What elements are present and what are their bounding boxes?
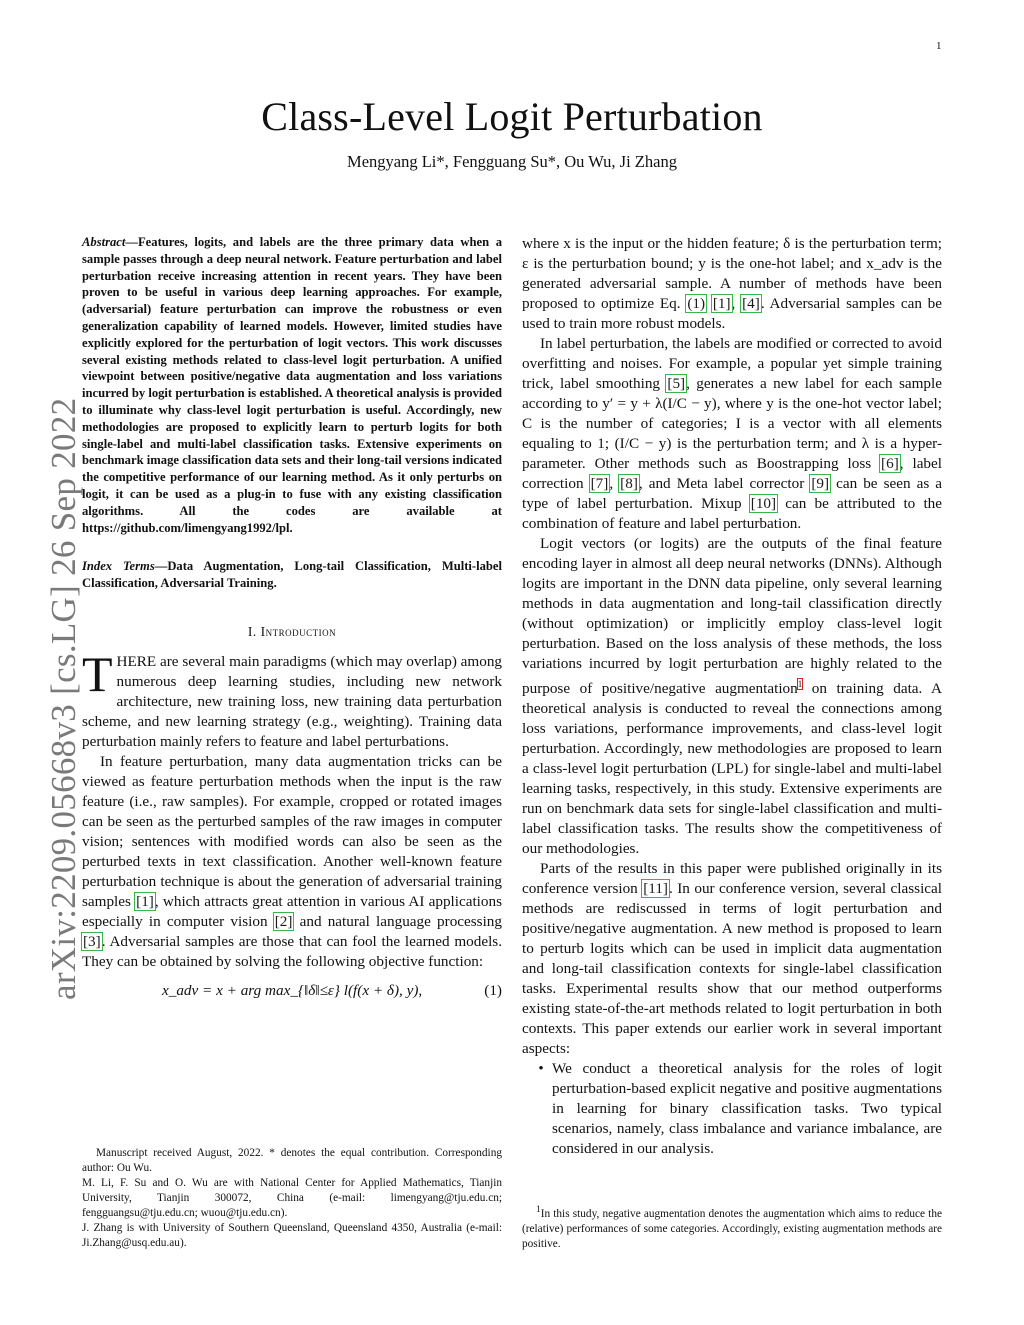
right-p2-text-a: In label perturbation, the labels are modified or corrected to avoid overfitting and noises. For example, a popular yet simple training trick, label smoothing bbox=[522, 335, 942, 392]
index-terms-text: —Data Augmentation, Long-tail Classification, Multi-label Classification, Adversarial Training. bbox=[82, 559, 502, 591]
contribution-bullet bbox=[522, 1059, 942, 1159]
abstract-text: —Features, logits, and labels are the three primary data when a sample passes through a deep neural network. Feature perturbation and label perturbation receive increasing attention in recent years. They have been proven to be useful in various deep learning approaches. For example, (adversarial) feature perturbation can improve the robustness or even generalization capability of learned models. However, limited studies have explicitly explored for the perturbation of logit vectors. This work discusses several existing methods related to class-level logit perturbation. A unified viewpoint between positive/negative data augmentation and loss variations incurred by logit perturbation is established. A theoretical analysis is provided to illuminate why class-level logit perturbation is useful. Accordingly, new methodologies are proposed to explicitly learn to perturb logits for both single-label and multi-label classification tasks. Extensive experiments on benchmark image classification data sets and their long-tail versions indicated the competitive performance of our learning method. As it only perturbs on logit, it can be used as a plug-in to fuse with any existing classification algorithms. All the codes are available at https://github.com/limengyang1992/lpl. bbox=[82, 235, 502, 535]
right-footnote bbox=[522, 1203, 942, 1252]
footnote-manuscript: Manuscript received August, 2022. * denotes the equal contribution. Corresponding author: Ou Wu. bbox=[82, 1147, 502, 1174]
citation-link[interactable]: [8] bbox=[620, 475, 638, 492]
citation-link[interactable]: [9] bbox=[811, 475, 830, 492]
citation-link[interactable]: [2] bbox=[274, 912, 293, 930]
left-column bbox=[82, 234, 502, 1036]
right-p2-text-g: can be attributed to the combination of feature and label perturbation. bbox=[522, 495, 943, 532]
paper-authors: Mengyang Li*, Fengguang Su*, Ou Wu, Ji Zhang bbox=[347, 152, 677, 171]
footnote-affiliation-1: M. Li, F. Su and O. Wu are with National Center for Applied Mathematics, Tianjin University, Tianjin 300072, China (e-mail: limengyang@tju.edu.cn; fengguangsu@tju.edu.cn; wuou@tju.edu.cn). bbox=[82, 1177, 502, 1219]
footnote-text: In this study, negative augmentation denotes the augmentation which aims to reduce the (relative) performances of some categories. Accordingly, existing augmentation methods are positive. bbox=[522, 1207, 942, 1250]
page-number: 1 bbox=[936, 40, 942, 52]
footnote-affiliation-2: J. Zhang is with University of Southern Queensland, Queensland 4350, Australia (e-mail: Ji.Zhang@usq.edu.au). bbox=[82, 1222, 502, 1249]
arxiv-stamp: arXiv:2209.05668v3 [cs.LG] 26 Sep 2022 bbox=[44, 397, 83, 1000]
intro-paragraph-1 bbox=[82, 645, 503, 752]
right-p2-text-c: , label correction bbox=[522, 455, 942, 492]
intro-p2-text-c: and natural language processing bbox=[293, 912, 502, 930]
left-footnotes bbox=[82, 1146, 502, 1251]
right-p4-text-b: . In our conference version, several classical methods are rediscussed in terms of logit perturbation and positive/negative augmentation. A new method is proposed to learn to perturb logits which can be used in implicit data augmentation and long-tail classification contexts for single-label classification tasks. Experimental results show that our method outperforms existing state-of-the-art methods related to logit perturbation in both contexts. This paper extends our earlier work in several important aspects: bbox=[522, 880, 942, 1058]
right-p2-text-f: can be seen as a type of label perturbation. Mixup bbox=[522, 475, 943, 512]
index-terms-label: Index Terms bbox=[82, 559, 155, 574]
citation-link[interactable]: [1] bbox=[136, 892, 154, 910]
abstract bbox=[82, 234, 502, 536]
intro-p2-text-b: , which attracts great attention in various AI applications especially in computer vision bbox=[82, 892, 502, 930]
citation-link[interactable]: [5] bbox=[667, 375, 686, 392]
citation-link[interactable]: [7] bbox=[590, 475, 609, 492]
equation-number: (1) bbox=[484, 981, 502, 999]
right-column bbox=[522, 234, 942, 1159]
right-p2-text-d: , bbox=[609, 475, 620, 492]
index-terms bbox=[82, 558, 502, 592]
paper-title: Class-Level Logit Perturbation bbox=[261, 94, 763, 139]
citation-link[interactable]: [3] bbox=[83, 932, 101, 950]
footnote-mark: 1 bbox=[536, 1205, 541, 1215]
citation-link[interactable]: [4] bbox=[742, 295, 760, 312]
bullet-icon: • bbox=[538, 1060, 544, 1078]
section-title: Introduction bbox=[260, 623, 337, 639]
right-p1-text-a: where x is the input or the hidden feature; δ is the perturbation term; ε is the perturbation bound; y is the one-hot label; and x_adv is the generated adversarial sample. A number of methods have been proposed to optimize Eq. bbox=[522, 235, 942, 312]
bullet-text: We conduct a theoretical analysis for the roles of logit perturbation-based explicit negative and positive augmentations in learning for binary classification tasks. Two typical scenarios, namely, class imbalance and variance imbalance, are considered in our analysis. bbox=[552, 1060, 942, 1158]
footnote-ref-link[interactable]: 1 bbox=[797, 679, 803, 689]
abstract-label: Abstract bbox=[82, 235, 126, 249]
right-p3-text-b: on training data. A theoretical analysis is conducted to reveal the connections among loss variations, performance improvements, and class-level logit perturbation. Accordingly, new methodologies are proposed to learn a class-level logit perturbation (LPL) for single-label and multi-label learning tasks, respectively, in this study. Extensive experiments are run on benchmark data sets for single-label classification and multi-label classification tasks. The results show the competitiveness of our methodologies. bbox=[522, 680, 942, 858]
right-p1-text-b: . Adversarial samples can be used to train more robust models. bbox=[522, 295, 943, 332]
right-paragraph-2 bbox=[522, 334, 942, 534]
intro-p1-text: HERE are several main paradigms (which may overlap) among numerous deep learning studies, including new network architecture, new training loss, new training data perturbation scheme, and new learning strategy (e.g., weighting). Training data perturbation mainly refers to feature and label perturbations. bbox=[82, 652, 503, 750]
intro-p2-text-d: . Adversarial samples are those that can fool the learned models. They can be obtained by solving the following objective function: bbox=[82, 932, 502, 970]
intro-p2-text-a: In feature perturbation, many data augmentation tricks can be viewed as feature perturbation methods when the input is the raw feature (i.e., raw samples). For example, cropped or rotated images can be seen as the perturbed samples of the raw images in computer vision; sentences with modified words can also be seen as the perturbed texts in text classification. Another well-known feature perturbation technique is about the generation of adversarial training samples bbox=[82, 752, 502, 910]
citation-link[interactable]: [10] bbox=[750, 495, 777, 512]
right-p4-text-a: Parts of the results in this paper were published originally in its conference version bbox=[522, 860, 942, 898]
right-paragraph-4 bbox=[522, 859, 942, 1059]
right-p2-text-b: , generates a new label for each sample according to y′ = y + λ(I/C − y), where y is the one-hot vector label; C is the number of categories; I is a vector with all elements equaling to 1; (I/C − y) is the perturbation term; and λ is a hyper-parameter. Other methods such as Boostrapping loss bbox=[522, 375, 942, 472]
right-paragraph-3 bbox=[522, 534, 942, 859]
right-p2-text-e: , and Meta label corrector bbox=[638, 475, 811, 492]
drop-cap: T bbox=[82, 645, 113, 702]
equation-1 bbox=[82, 980, 502, 1016]
citation-link[interactable]: [11] bbox=[643, 880, 668, 898]
section-number: I. bbox=[247, 623, 257, 639]
citation-link[interactable]: [1] bbox=[712, 295, 731, 312]
right-p3-text-a: Logit vectors (or logits) are the outputs of the final feature encoding layer in almost all deep neural networks (DNNs). Although logits are important in the DNN data pipeline, only several learning methods in data augmentation and long-tail classification directly (without optimization) or implicitly employ class-level logit perturbation. Based on the loss analysis of these methods, the loss variations incurred by logit perturbation are highly related to the purpose of positive/negative augmentation bbox=[522, 535, 942, 698]
equation-ref-link[interactable]: (1) bbox=[687, 295, 706, 312]
right-paragraph-1: where x is the input or the hidden feature; δ is the perturbation term; ε is the perturbation bound; y is the one-hot label; and x_adv is the generated adversarial sample. A number of methods have been proposed to optimize Eq. (1) [1], [4]. Adversarial samples can be used to train more robust models. bbox=[522, 235, 943, 332]
section-heading bbox=[82, 624, 502, 640]
intro-paragraph-2 bbox=[82, 752, 502, 972]
citation-link[interactable]: [6] bbox=[881, 455, 899, 472]
equation-body: x_adv = x + arg max_{‖δ‖≤ε} l(f(x + δ), y), bbox=[162, 981, 423, 999]
